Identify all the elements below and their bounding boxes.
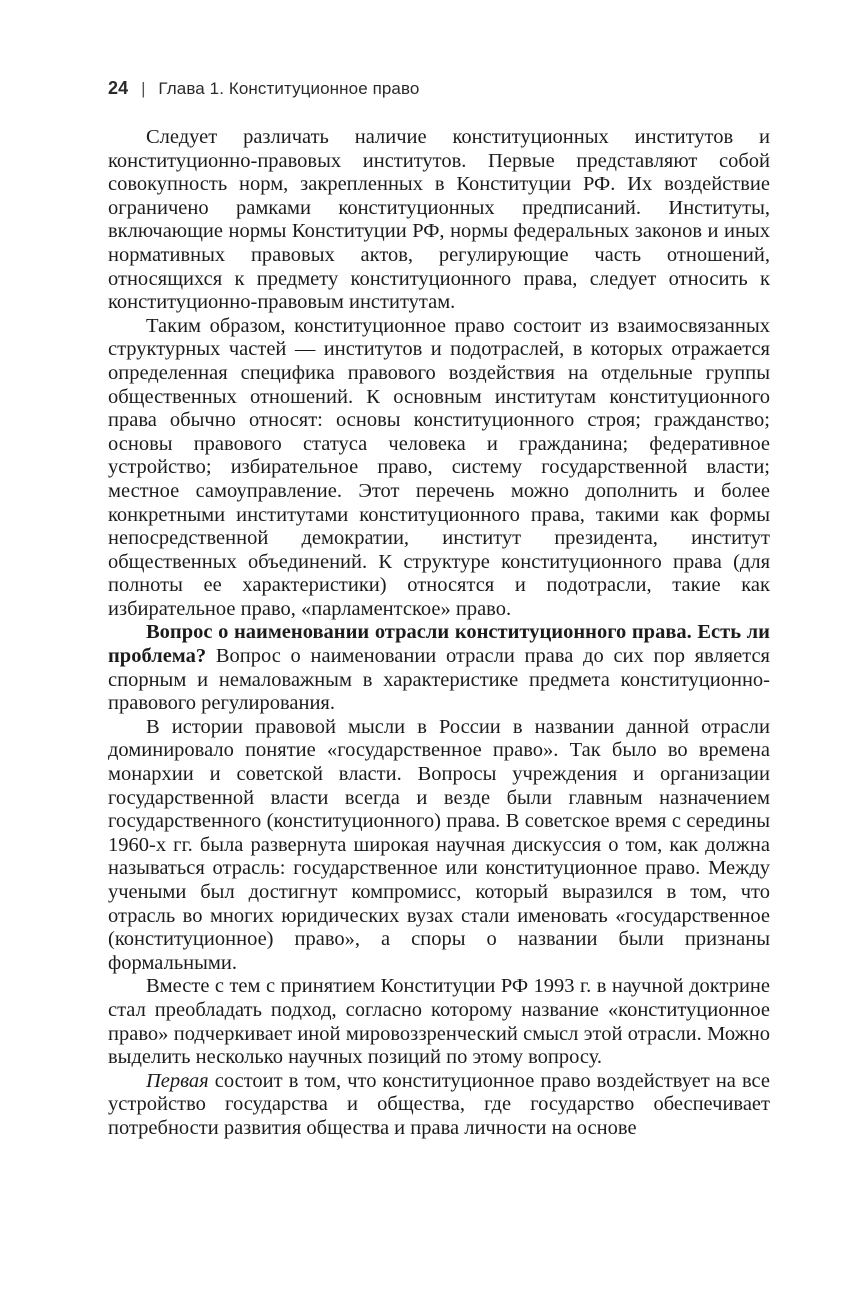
paragraph-text: Следует различать наличие конституционных институтов и конституционно-правовых институтов. Первые представляют собой совокупность норм, закрепленных в Конституции РФ. Их воздействие ограничено рамками конституционных предписаний. Институты, включающие нормы Конституции РФ, нормы федеральных законов и иных нормативных правовых актов, регулирующие часть отношений, относящихся к предмету конституционного права, следует относить к конституционно-правовым институтам. bbox=[108, 126, 770, 314]
page-number: 24 bbox=[108, 78, 129, 98]
running-head bbox=[108, 78, 419, 99]
paragraph bbox=[108, 126, 770, 315]
paragraph-text: состоит в том, что конституционное право воздействует на все устройство государства и общества, где государство обеспечивает потребности развития общества и права личности на основе bbox=[108, 1069, 770, 1139]
body-text bbox=[108, 126, 770, 1141]
section-heading: Вопрос о наименовании отрасли конституционного права. Есть ли проблема? bbox=[108, 621, 770, 668]
paragraph bbox=[108, 1070, 770, 1141]
paragraph-text: Таким образом, конституционное право состоит из взаимосвязанных структурных частей — институтов и подотраслей, в которых отражается определенная специфика правового воздействия на отдельные группы общественных отношений. К основным институтам конституционного права обычно относят: основы конституционного строя; гражданство; основы правового статуса человека и гражданина; федеративное устройство; избирательное право, систему государственной власти; местное самоуправление. Этот перечень можно дополнить и более конкретными институтами конституционного права, такими как формы непосредственной демократии, институт президента, институт общественных объединений. К структуре конституционного права (для полноты ее характеристики) относятся и подотрасли, такие как избирательное право, «парламентское» право. bbox=[108, 314, 770, 620]
paragraph-text: Вопрос о наименовании отрасли права до сих пор является спорным и немаловажным в характеристике предмета конституционно-правового регулирования. bbox=[108, 645, 770, 715]
paragraph bbox=[108, 315, 770, 622]
paragraph bbox=[108, 621, 770, 715]
paragraph bbox=[108, 975, 770, 1069]
header-separator: | bbox=[141, 79, 146, 98]
paragraph bbox=[108, 716, 770, 976]
paragraph-text: В истории правовой мысли в России в названии данной отрасли доминировало понятие «государственное право». Так было во времена монархии и советской власти. Вопросы учреждения и организации государственной власти всегда и везде были главным назначением государственного (конституционного) права. В советское время с середины 1960-х гг. была развернута широкая научная дискуссия о том, как должна называться отрасль: государственное или конституционное право. Между учеными был достигнут компромисс, который выразился в том, что отрасль во многих юридических вузах стали именовать «государственное (конституционное) право», а споры о названии были признаны формальными. bbox=[108, 715, 770, 974]
chapter-title: Глава 1. Конституционное право bbox=[158, 79, 420, 98]
paragraph-text: Вместе с тем с принятием Конституции РФ 1993 г. в научной доктрине стал преобладать подход, согласно которому название «конституционное право» подчеркивает иной мировоззренческий смысл этой отрасли. Можно выделить несколько научных позиций по этому вопросу. bbox=[108, 975, 770, 1069]
emphasis-term: Первая bbox=[146, 1069, 209, 1092]
